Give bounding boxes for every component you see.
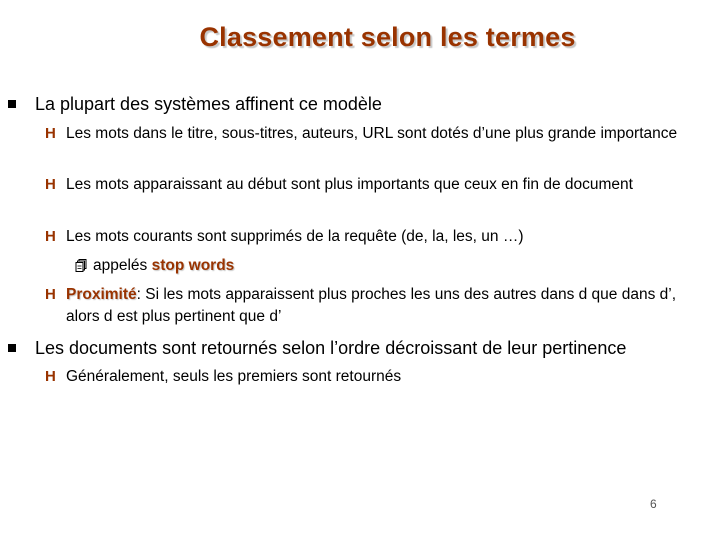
sub-sub-bullet-1 [75,255,234,277]
sub-bullet-1-text: Les mots dans le titre, sous-titres, auteurs, URL sont dotés d’une plus grande importance [66,125,678,142]
square-bullet-icon [8,100,16,108]
sub-bullet-3 [45,226,710,248]
h-bullet-icon: H [45,176,56,193]
h-bullet-icon: H [45,368,56,385]
sub-bullet-2-text: Les mots apparaissant au début sont plus importants que ceux en fin de document [66,176,633,193]
bullet-item-1-text: La plupart des systèmes affinent ce modèle [35,94,382,114]
sub-bullet-5 [45,366,710,388]
h-bullet-icon: H [45,228,56,245]
sub-bullet-2 [45,174,710,196]
sub-bullet-4-text [66,284,710,328]
sub-sub-bullet-1-prefix: appelés [93,257,152,274]
sub-bullet-4 [45,284,710,328]
sub-bullet-4-body: : Si les mots apparaissent plus proches les uns des autres dans d que dans d’, alors d est plus pertinent que d’ [66,286,677,325]
stacked-pages-icon [75,259,87,273]
page-number: 6 [650,497,657,511]
sub-sub-bullet-1-text [93,257,234,274]
bullet-item-2-text: Les documents sont retournés selon l’ordre décroissant de leur pertinence [35,338,627,358]
h-bullet-icon: H [45,125,56,142]
sub-bullet-3-text: Les mots courants sont supprimés de la requête (de, la, les, un …) [66,228,524,245]
proximity-term: Proximité [66,286,137,303]
h-bullet-icon: H [45,286,56,303]
square-bullet-icon [8,344,16,352]
slide-title: Classement selon les termes [199,22,576,52]
sub-bullet-1 [45,123,710,145]
sub-bullet-5-text: Généralement, seuls les premiers sont retournés [66,368,402,385]
stop-words-term: stop words [151,257,235,274]
